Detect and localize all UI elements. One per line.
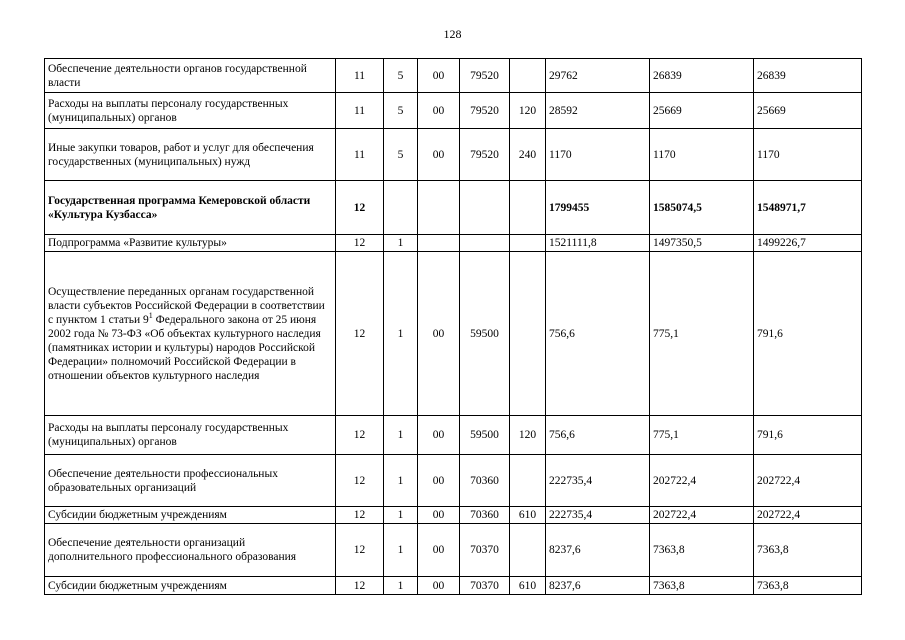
expense-type-code: 240 (510, 129, 546, 181)
table-row (45, 252, 862, 416)
sum-year-3: 7363,8 (754, 524, 862, 577)
expense-type-code (510, 524, 546, 577)
sum-year-3: 202722,4 (754, 455, 862, 507)
target-article-code: 79520 (460, 93, 510, 129)
table-row (45, 455, 862, 507)
subsection-code: 1 (384, 577, 418, 595)
expense-type-code (510, 181, 546, 235)
sum-year-1: 8237,6 (546, 524, 650, 577)
target-article-code (460, 181, 510, 235)
sum-year-3: 26839 (754, 59, 862, 93)
program-code: 00 (418, 524, 460, 577)
sum-year-3: 1499226,7 (754, 235, 862, 252)
sum-year-2: 775,1 (650, 252, 754, 416)
row-name: Иные закупки товаров, работ и услуг для обеспечения государственных (муниципальных) нужд (45, 129, 336, 181)
program-code: 00 (418, 252, 460, 416)
row-name: Обеспечение деятельности организаций дополнительного профессионального образования (45, 524, 336, 577)
sum-year-1: 8237,6 (546, 577, 650, 595)
program-code (418, 235, 460, 252)
program-code: 00 (418, 129, 460, 181)
table-row (45, 181, 862, 235)
sum-year-1: 756,6 (546, 252, 650, 416)
row-name-part: Осуществление переданных органам государственной власти субъектов Российской Федерации в соответствии с пунктом 1 статьи 9 (48, 285, 325, 326)
sum-year-3: 791,6 (754, 416, 862, 455)
expense-type-code: 610 (510, 577, 546, 595)
section-code: 12 (336, 577, 384, 595)
target-article-code: 59500 (460, 252, 510, 416)
sum-year-3: 1170 (754, 129, 862, 181)
table-row (45, 235, 862, 252)
table-row (45, 524, 862, 577)
table-row (45, 129, 862, 181)
subsection-code: 1 (384, 252, 418, 416)
section-code: 12 (336, 181, 384, 235)
subsection-code: 1 (384, 507, 418, 524)
program-code: 00 (418, 507, 460, 524)
subsection-code: 1 (384, 455, 418, 507)
sum-year-1: 1799455 (546, 181, 650, 235)
sum-year-1: 1170 (546, 129, 650, 181)
table-row (45, 93, 862, 129)
expense-type-code: 610 (510, 507, 546, 524)
program-code (418, 181, 460, 235)
sum-year-1: 222735,4 (546, 455, 650, 507)
budget-table (44, 58, 862, 595)
table-row (45, 507, 862, 524)
target-article-code: 79520 (460, 129, 510, 181)
subsection-code: 5 (384, 59, 418, 93)
target-article-code (460, 235, 510, 252)
section-code: 11 (336, 129, 384, 181)
expense-type-code: 120 (510, 416, 546, 455)
section-code: 12 (336, 252, 384, 416)
section-code: 12 (336, 235, 384, 252)
sum-year-2: 202722,4 (650, 455, 754, 507)
program-code: 00 (418, 455, 460, 507)
target-article-code: 70370 (460, 524, 510, 577)
sum-year-3: 25669 (754, 93, 862, 129)
section-code: 11 (336, 93, 384, 129)
row-name: Обеспечение деятельности профессиональных образовательных организаций (45, 455, 336, 507)
sum-year-1: 28592 (546, 93, 650, 129)
target-article-code: 59500 (460, 416, 510, 455)
row-name: Подпрограмма «Развитие культуры» (45, 235, 336, 252)
expense-type-code (510, 59, 546, 93)
sum-year-3: 1548971,7 (754, 181, 862, 235)
section-code: 12 (336, 507, 384, 524)
sum-year-2: 7363,8 (650, 577, 754, 595)
page-number: 128 (443, 27, 462, 41)
expense-type-code (510, 252, 546, 416)
subsection-code: 1 (384, 524, 418, 577)
sum-year-2: 1585074,5 (650, 181, 754, 235)
row-name: Расходы на выплаты персоналу государственных (муниципальных) органов (45, 93, 336, 129)
program-code: 00 (418, 416, 460, 455)
section-code: 12 (336, 416, 384, 455)
row-name (45, 252, 336, 416)
row-name: Обеспечение деятельности органов государственной власти (45, 59, 336, 93)
sum-year-2: 1497350,5 (650, 235, 754, 252)
section-code: 11 (336, 59, 384, 93)
expense-type-code (510, 455, 546, 507)
table-row (45, 577, 862, 595)
row-name-part: Федерального закона от 25 июня 2002 года № 73-ФЗ «Об объектах культурного наследия (памятниках истории и культуры) народов Российской Федерации» полномочий Российской Федерации в отношении объектов культурного наследия (48, 313, 321, 382)
section-code: 12 (336, 455, 384, 507)
program-code: 00 (418, 59, 460, 93)
subsection-code: 5 (384, 129, 418, 181)
row-name: Государственная программа Кемеровской области «Культура Кузбасса» (45, 181, 336, 235)
sum-year-1: 756,6 (546, 416, 650, 455)
subsection-code: 1 (384, 416, 418, 455)
sum-year-3: 7363,8 (754, 577, 862, 595)
target-article-code: 70360 (460, 507, 510, 524)
sum-year-3: 791,6 (754, 252, 862, 416)
sum-year-2: 7363,8 (650, 524, 754, 577)
program-code: 00 (418, 577, 460, 595)
target-article-code: 79520 (460, 59, 510, 93)
sum-year-2: 26839 (650, 59, 754, 93)
sum-year-1: 222735,4 (546, 507, 650, 524)
target-article-code: 70370 (460, 577, 510, 595)
subsection-code: 5 (384, 93, 418, 129)
footnote-superscript: 1 (148, 310, 153, 320)
expense-type-code (510, 235, 546, 252)
sum-year-2: 1170 (650, 129, 754, 181)
sum-year-2: 775,1 (650, 416, 754, 455)
target-article-code: 70360 (460, 455, 510, 507)
row-name: Субсидии бюджетным учреждениям (45, 577, 336, 595)
subsection-code: 1 (384, 235, 418, 252)
sum-year-2: 202722,4 (650, 507, 754, 524)
expense-type-code: 120 (510, 93, 546, 129)
table-row (45, 416, 862, 455)
section-code: 12 (336, 524, 384, 577)
row-name: Расходы на выплаты персоналу государственных (муниципальных) органов (45, 416, 336, 455)
sum-year-1: 29762 (546, 59, 650, 93)
sum-year-3: 202722,4 (754, 507, 862, 524)
program-code: 00 (418, 93, 460, 129)
subsection-code (384, 181, 418, 235)
sum-year-2: 25669 (650, 93, 754, 129)
table-row (45, 59, 862, 93)
row-name: Субсидии бюджетным учреждениям (45, 507, 336, 524)
sum-year-1: 1521111,8 (546, 235, 650, 252)
